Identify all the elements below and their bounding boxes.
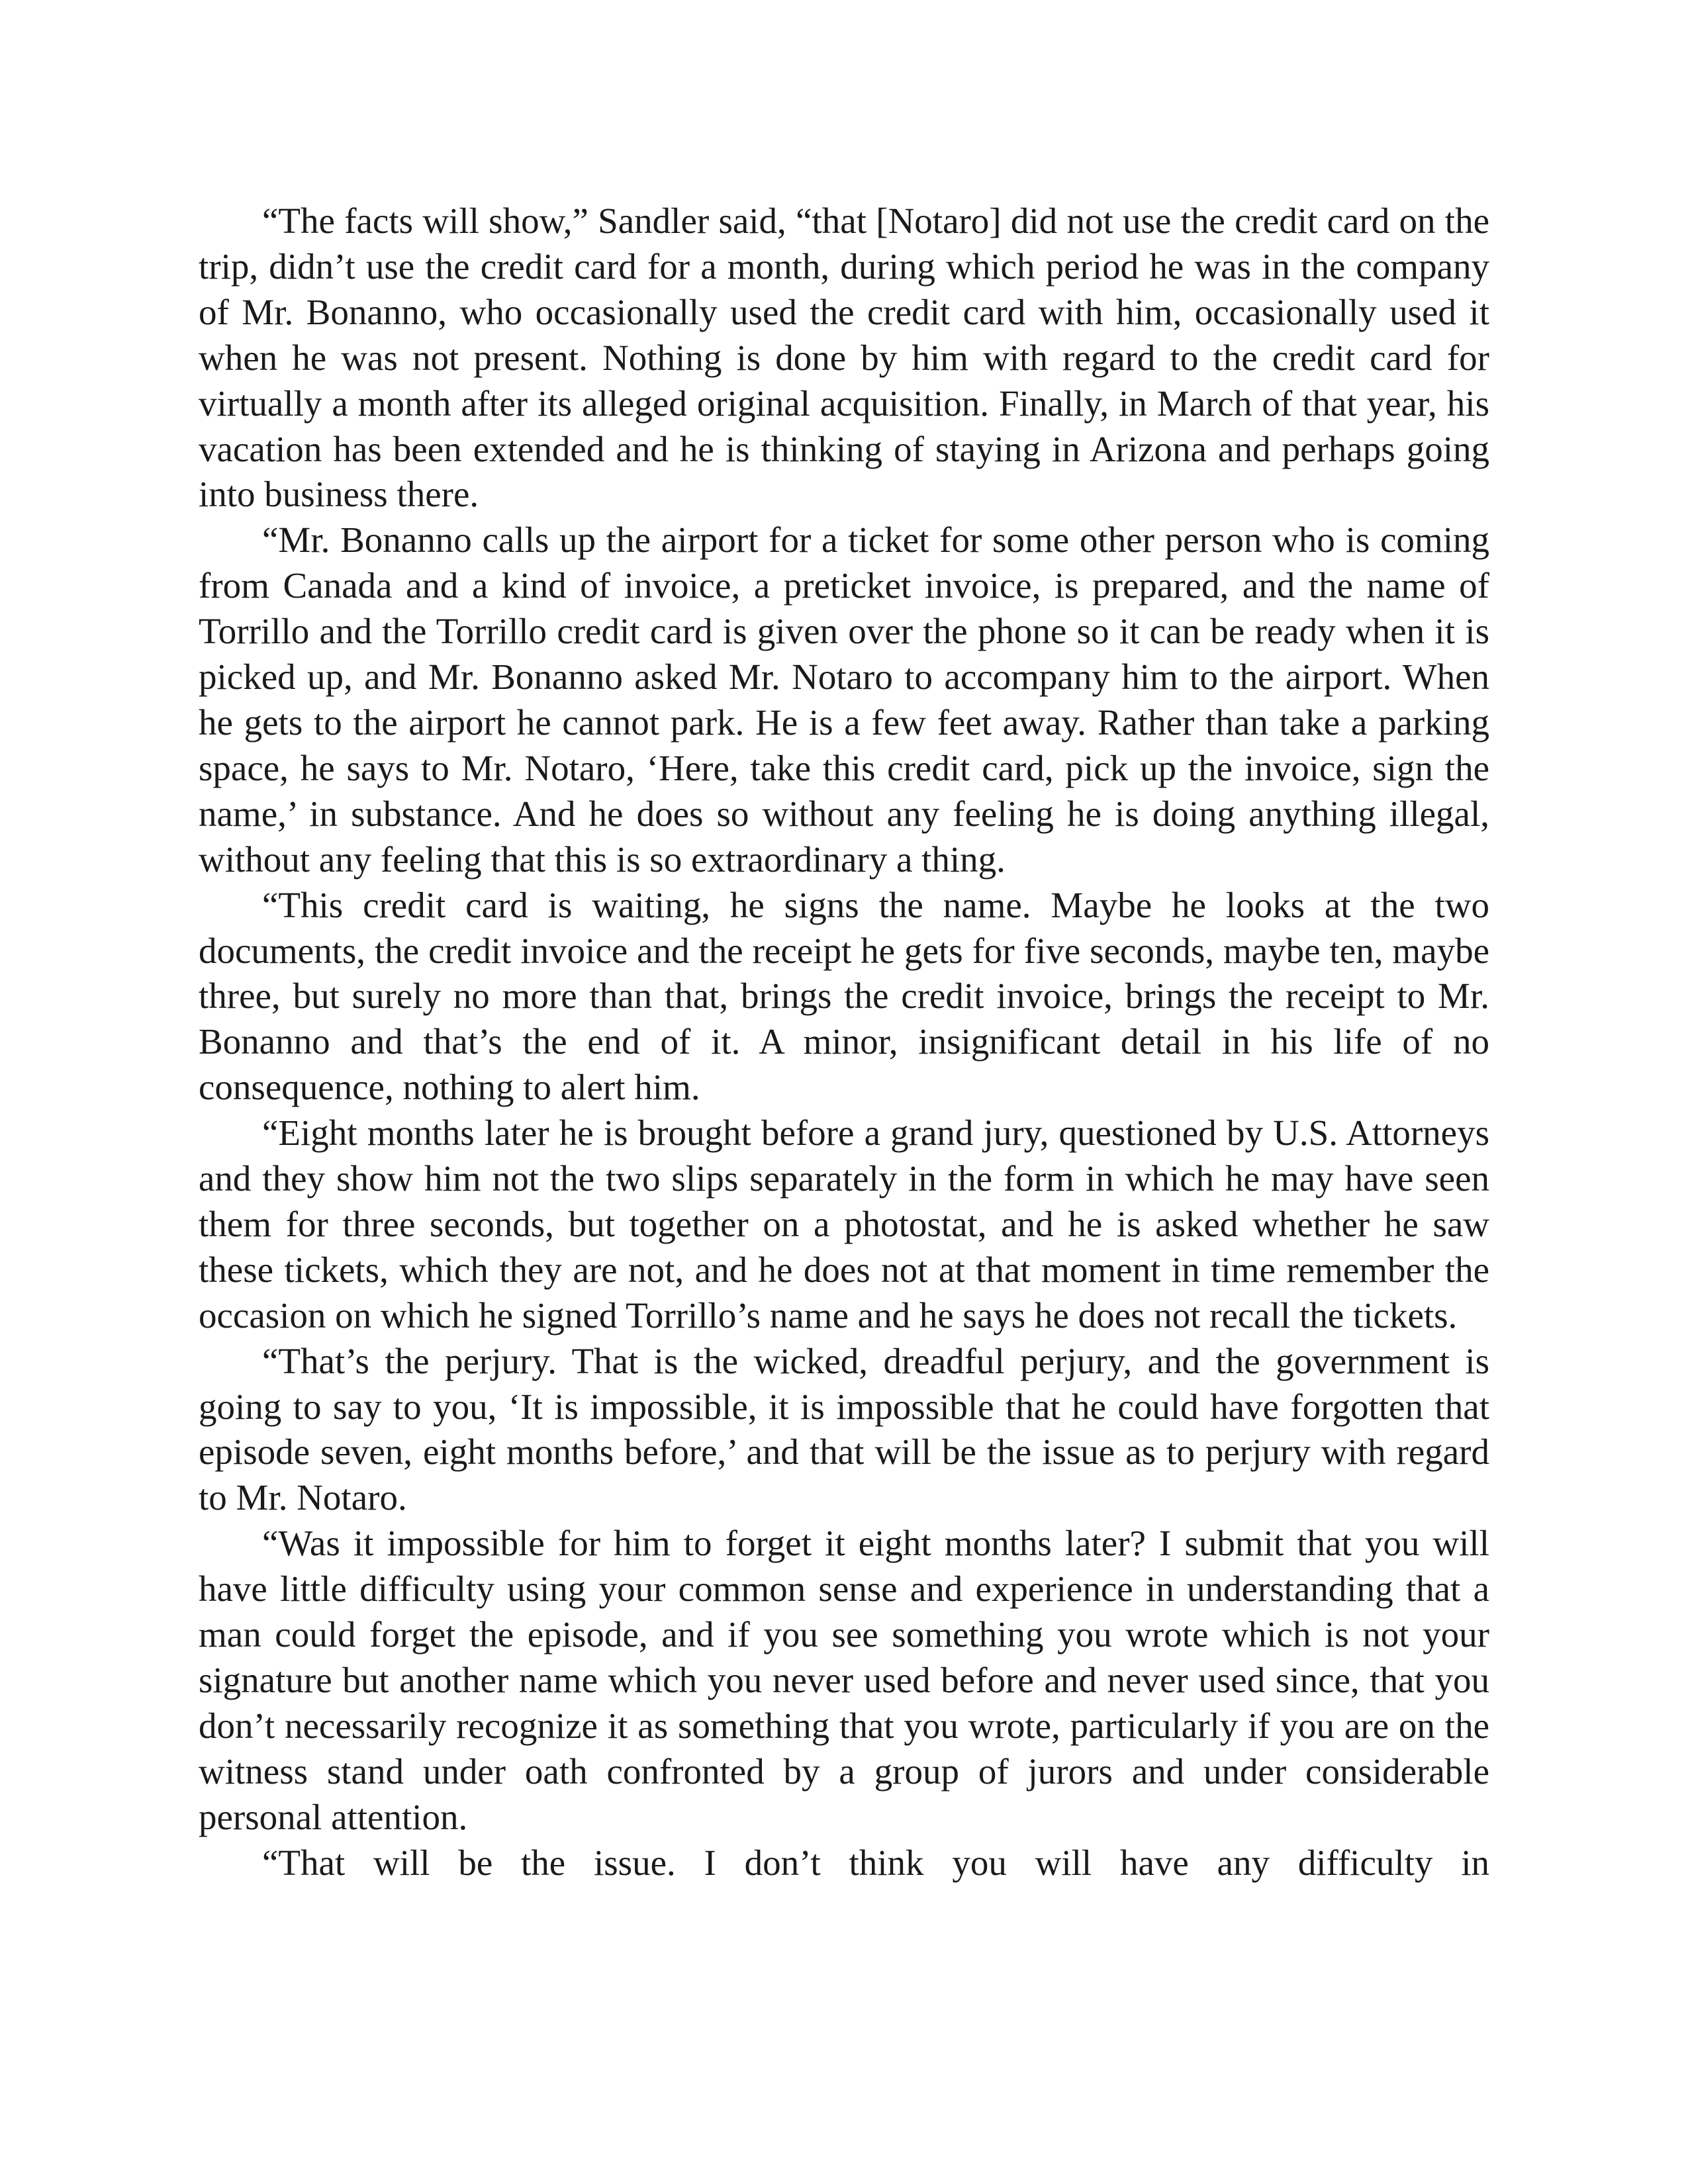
paragraph-5: “That’s the perjury. That is the wicked, dreadful perjury, and the government is going to say to you, ‘It is impossible, it is impossible that he could have forgotten that episode seven, eight months before,’ and that will be the issue as to perjury with regard to Mr. Notaro.	[199, 1340, 1489, 1518]
paragraph-3: “This credit card is waiting, he signs the name. Maybe he looks at the two documents, the credit invoice and the receipt he gets for five seconds, maybe ten, maybe three, but surely no more than that, brings the credit invoice, brings the receipt to Mr. Bonanno and that’s the end of it. A minor, insignificant detail in his life of no consequence, nothing to alert him.	[199, 884, 1489, 1108]
paragraph-6: “Was it impossible for him to forget it eight months later? I submit that you will have little difficulty using your common sense and experience in understanding that a man could forget the episode, and if you see something you wrote which is not your signature but another name which you never used before and never used since, that you don’t necessarily recognize it as something that you wrote, particularly if you are on the witness stand under oath confronted by a group of jurors and under considerable personal attention.	[199, 1523, 1489, 1837]
paragraph-4: “Eight months later he is brought before a grand jury, questioned by U.S. Attorneys and they show him not the two slips separately in the form in which he may have seen them for three seconds, but together on a photostat, and he is asked whether he saw these tickets, which they are not, and he does not at that moment in time remember the occasion on which he signed Torrillo’s name and he says he does not recall the tickets.	[199, 1113, 1489, 1336]
paragraph-7: “That will be the issue. I don’t think you will have any difficulty in	[262, 1842, 1489, 1883]
document-body	[199, 199, 1489, 1886]
paragraph-2: “Mr. Bonanno calls up the airport for a ticket for some other person who is coming from Canada and a kind of invoice, a preticket invoice, is prepared, and the name of Torrillo and the Torrillo credit card is given over the phone so it can be ready when it is picked up, and Mr. Bonanno asked Mr. Notaro to accompany him to the airport. When he gets to the airport he cannot park. He is a few feet away. Rather than take a parking space, he says to Mr. Notaro, ‘Here, take this credit card, pick up the invoice, sign the name,’ in substance. And he does so without any feeling he is doing anything illegal, without any feeling that this is so extraordinary a thing.	[199, 520, 1489, 880]
paragraph-1: “The facts will show,” Sandler said, “that [Notaro] did not use the credit card on the trip, didn’t use the credit card for a month, during which period he was in the company of Mr. Bonanno, who occasionally used the credit card with him, occasionally used it when he was not present. Nothing is done by him with regard to the credit card for virtually a month after its alleged original acquisition. Finally, in March of that year, his vacation has been extended and he is thinking of staying in Arizona and perhaps going into business there.	[199, 201, 1489, 515]
